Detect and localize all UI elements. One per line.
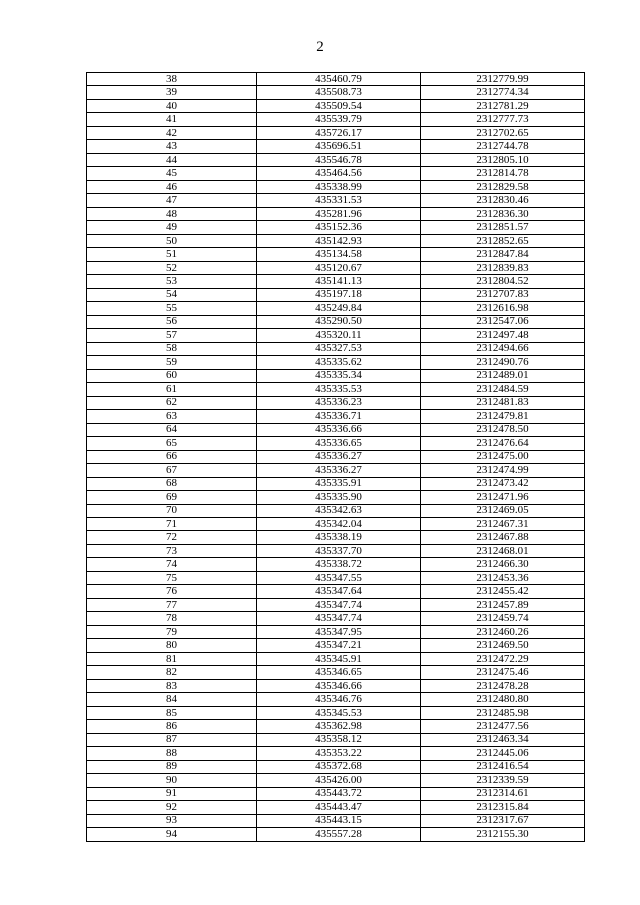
- y-coordinate-cell: 2312478.50: [421, 423, 585, 436]
- table-row: [87, 801, 585, 814]
- x-coordinate-cell: 435426.00: [257, 774, 421, 787]
- point-number-cell: 69: [87, 491, 257, 504]
- page-number: 2: [316, 39, 324, 55]
- point-number-cell: 87: [87, 733, 257, 746]
- x-coordinate-cell: 435443.47: [257, 801, 421, 814]
- y-coordinate-cell: 2312616.98: [421, 302, 585, 315]
- table-row: [87, 517, 585, 530]
- y-coordinate-cell: 2312475.46: [421, 666, 585, 679]
- x-coordinate-cell: 435362.98: [257, 720, 421, 733]
- point-number-cell: 78: [87, 612, 257, 625]
- point-number-cell: 52: [87, 261, 257, 274]
- y-coordinate-cell: 2312455.42: [421, 585, 585, 598]
- point-number-cell: 67: [87, 464, 257, 477]
- point-number-cell: 49: [87, 221, 257, 234]
- point-number-cell: 47: [87, 194, 257, 207]
- x-coordinate-cell: 435120.67: [257, 261, 421, 274]
- table-row: [87, 774, 585, 787]
- point-number-cell: 43: [87, 140, 257, 153]
- y-coordinate-cell: 2312847.84: [421, 248, 585, 261]
- x-coordinate-cell: 435338.72: [257, 558, 421, 571]
- coordinates-table-body: [87, 73, 585, 842]
- point-number-cell: 45: [87, 167, 257, 180]
- x-coordinate-cell: 435152.36: [257, 221, 421, 234]
- table-row: [87, 288, 585, 301]
- y-coordinate-cell: 2312155.30: [421, 828, 585, 841]
- table-row: [87, 437, 585, 450]
- y-coordinate-cell: 2312445.06: [421, 747, 585, 760]
- x-coordinate-cell: 435338.19: [257, 531, 421, 544]
- y-coordinate-cell: 2312315.84: [421, 801, 585, 814]
- point-number-cell: 60: [87, 369, 257, 382]
- x-coordinate-cell: 435358.12: [257, 733, 421, 746]
- point-number-cell: 73: [87, 544, 257, 557]
- y-coordinate-cell: 2312497.48: [421, 329, 585, 342]
- y-coordinate-cell: 2312851.57: [421, 221, 585, 234]
- x-coordinate-cell: 435347.74: [257, 598, 421, 611]
- y-coordinate-cell: 2312839.83: [421, 261, 585, 274]
- table-row: [87, 410, 585, 423]
- y-coordinate-cell: 2312471.96: [421, 491, 585, 504]
- point-number-cell: 81: [87, 652, 257, 665]
- point-number-cell: 48: [87, 207, 257, 220]
- point-number-cell: 92: [87, 801, 257, 814]
- table-row: [87, 625, 585, 638]
- y-coordinate-cell: 2312480.80: [421, 693, 585, 706]
- table-row: [87, 180, 585, 193]
- x-coordinate-cell: 435353.22: [257, 747, 421, 760]
- table-row: [87, 639, 585, 652]
- y-coordinate-cell: 2312467.88: [421, 531, 585, 544]
- table-row: [87, 423, 585, 436]
- table-row: [87, 73, 585, 86]
- x-coordinate-cell: 435342.04: [257, 517, 421, 530]
- y-coordinate-cell: 2312317.67: [421, 814, 585, 827]
- y-coordinate-cell: 2312781.29: [421, 99, 585, 112]
- x-coordinate-cell: 435335.91: [257, 477, 421, 490]
- table-row: [87, 571, 585, 584]
- x-coordinate-cell: 435336.71: [257, 410, 421, 423]
- x-coordinate-cell: 435557.28: [257, 828, 421, 841]
- table-row: [87, 234, 585, 247]
- point-number-cell: 83: [87, 679, 257, 692]
- table-row: [87, 679, 585, 692]
- x-coordinate-cell: 435320.11: [257, 329, 421, 342]
- table-row: [87, 585, 585, 598]
- x-coordinate-cell: 435347.55: [257, 571, 421, 584]
- point-number-cell: 39: [87, 86, 257, 99]
- point-number-cell: 56: [87, 315, 257, 328]
- point-number-cell: 80: [87, 639, 257, 652]
- x-coordinate-cell: 435337.70: [257, 544, 421, 557]
- table-row: [87, 369, 585, 382]
- y-coordinate-cell: 2312777.73: [421, 113, 585, 126]
- x-coordinate-cell: 435327.53: [257, 342, 421, 355]
- table-row: [87, 167, 585, 180]
- point-number-cell: 41: [87, 113, 257, 126]
- x-coordinate-cell: 435347.21: [257, 639, 421, 652]
- x-coordinate-cell: 435336.27: [257, 464, 421, 477]
- point-number-cell: 63: [87, 410, 257, 423]
- y-coordinate-cell: 2312779.99: [421, 73, 585, 86]
- y-coordinate-cell: 2312477.56: [421, 720, 585, 733]
- point-number-cell: 38: [87, 73, 257, 86]
- x-coordinate-cell: 435539.79: [257, 113, 421, 126]
- table-row: [87, 814, 585, 827]
- x-coordinate-cell: 435336.65: [257, 437, 421, 450]
- x-coordinate-cell: 435464.56: [257, 167, 421, 180]
- x-coordinate-cell: 435331.53: [257, 194, 421, 207]
- y-coordinate-cell: 2312339.59: [421, 774, 585, 787]
- table-row: [87, 99, 585, 112]
- x-coordinate-cell: 435342.63: [257, 504, 421, 517]
- table-row: [87, 720, 585, 733]
- point-number-cell: 75: [87, 571, 257, 584]
- point-number-cell: 91: [87, 787, 257, 800]
- x-coordinate-cell: 435197.18: [257, 288, 421, 301]
- y-coordinate-cell: 2312474.99: [421, 464, 585, 477]
- y-coordinate-cell: 2312774.34: [421, 86, 585, 99]
- x-coordinate-cell: 435336.66: [257, 423, 421, 436]
- coordinates-table: [86, 72, 585, 842]
- y-coordinate-cell: 2312469.05: [421, 504, 585, 517]
- y-coordinate-cell: 2312314.61: [421, 787, 585, 800]
- y-coordinate-cell: 2312460.26: [421, 625, 585, 638]
- table-row: [87, 383, 585, 396]
- x-coordinate-cell: 435509.54: [257, 99, 421, 112]
- point-number-cell: 72: [87, 531, 257, 544]
- point-number-cell: 57: [87, 329, 257, 342]
- x-coordinate-cell: 435281.96: [257, 207, 421, 220]
- x-coordinate-cell: 435345.91: [257, 652, 421, 665]
- point-number-cell: 76: [87, 585, 257, 598]
- table-row: [87, 652, 585, 665]
- point-number-cell: 70: [87, 504, 257, 517]
- x-coordinate-cell: 435347.64: [257, 585, 421, 598]
- y-coordinate-cell: 2312489.01: [421, 369, 585, 382]
- table-row: [87, 666, 585, 679]
- x-coordinate-cell: 435372.68: [257, 760, 421, 773]
- table-row: [87, 153, 585, 166]
- point-number-cell: 62: [87, 396, 257, 409]
- y-coordinate-cell: 2312805.10: [421, 153, 585, 166]
- point-number-cell: 89: [87, 760, 257, 773]
- x-coordinate-cell: 435336.23: [257, 396, 421, 409]
- table-row: [87, 126, 585, 139]
- point-number-cell: 79: [87, 625, 257, 638]
- table-row: [87, 464, 585, 477]
- point-number-cell: 84: [87, 693, 257, 706]
- x-coordinate-cell: 435346.66: [257, 679, 421, 692]
- y-coordinate-cell: 2312484.59: [421, 383, 585, 396]
- x-coordinate-cell: 435347.74: [257, 612, 421, 625]
- y-coordinate-cell: 2312469.50: [421, 639, 585, 652]
- y-coordinate-cell: 2312490.76: [421, 356, 585, 369]
- y-coordinate-cell: 2312472.29: [421, 652, 585, 665]
- y-coordinate-cell: 2312468.01: [421, 544, 585, 557]
- table-row: [87, 275, 585, 288]
- table-row: [87, 302, 585, 315]
- x-coordinate-cell: 435335.34: [257, 369, 421, 382]
- point-number-cell: 94: [87, 828, 257, 841]
- point-number-cell: 53: [87, 275, 257, 288]
- table-row: [87, 356, 585, 369]
- table-row: [87, 261, 585, 274]
- y-coordinate-cell: 2312478.28: [421, 679, 585, 692]
- y-coordinate-cell: 2312836.30: [421, 207, 585, 220]
- table-row: [87, 828, 585, 841]
- x-coordinate-cell: 435460.79: [257, 73, 421, 86]
- x-coordinate-cell: 435142.93: [257, 234, 421, 247]
- table-row: [87, 747, 585, 760]
- y-coordinate-cell: 2312467.31: [421, 517, 585, 530]
- point-number-cell: 90: [87, 774, 257, 787]
- y-coordinate-cell: 2312453.36: [421, 571, 585, 584]
- y-coordinate-cell: 2312702.65: [421, 126, 585, 139]
- x-coordinate-cell: 435546.78: [257, 153, 421, 166]
- y-coordinate-cell: 2312473.42: [421, 477, 585, 490]
- y-coordinate-cell: 2312466.30: [421, 558, 585, 571]
- table-row: [87, 706, 585, 719]
- table-row: [87, 140, 585, 153]
- table-row: [87, 113, 585, 126]
- table-row: [87, 504, 585, 517]
- point-number-cell: 71: [87, 517, 257, 530]
- y-coordinate-cell: 2312475.00: [421, 450, 585, 463]
- x-coordinate-cell: 435335.53: [257, 383, 421, 396]
- point-number-cell: 46: [87, 180, 257, 193]
- y-coordinate-cell: 2312459.74: [421, 612, 585, 625]
- point-number-cell: 65: [87, 437, 257, 450]
- point-number-cell: 86: [87, 720, 257, 733]
- x-coordinate-cell: 435443.72: [257, 787, 421, 800]
- x-coordinate-cell: 435345.53: [257, 706, 421, 719]
- table-row: [87, 194, 585, 207]
- point-number-cell: 58: [87, 342, 257, 355]
- y-coordinate-cell: 2312457.89: [421, 598, 585, 611]
- point-number-cell: 42: [87, 126, 257, 139]
- y-coordinate-cell: 2312707.83: [421, 288, 585, 301]
- y-coordinate-cell: 2312852.65: [421, 234, 585, 247]
- table-row: [87, 612, 585, 625]
- point-number-cell: 85: [87, 706, 257, 719]
- table-row: [87, 558, 585, 571]
- x-coordinate-cell: 435336.27: [257, 450, 421, 463]
- x-coordinate-cell: 435338.99: [257, 180, 421, 193]
- point-number-cell: 50: [87, 234, 257, 247]
- table-row: [87, 477, 585, 490]
- point-number-cell: 82: [87, 666, 257, 679]
- point-number-cell: 44: [87, 153, 257, 166]
- table-row: [87, 693, 585, 706]
- point-number-cell: 68: [87, 477, 257, 490]
- x-coordinate-cell: 435726.17: [257, 126, 421, 139]
- table-row: [87, 760, 585, 773]
- point-number-cell: 61: [87, 383, 257, 396]
- table-row: [87, 531, 585, 544]
- x-coordinate-cell: 435347.95: [257, 625, 421, 638]
- y-coordinate-cell: 2312494.66: [421, 342, 585, 355]
- y-coordinate-cell: 2312744.78: [421, 140, 585, 153]
- y-coordinate-cell: 2312416.54: [421, 760, 585, 773]
- x-coordinate-cell: 435346.65: [257, 666, 421, 679]
- point-number-cell: 64: [87, 423, 257, 436]
- point-number-cell: 51: [87, 248, 257, 261]
- x-coordinate-cell: 435335.62: [257, 356, 421, 369]
- table-row: [87, 329, 585, 342]
- point-number-cell: 54: [87, 288, 257, 301]
- y-coordinate-cell: 2312485.98: [421, 706, 585, 719]
- x-coordinate-cell: 435443.15: [257, 814, 421, 827]
- x-coordinate-cell: 435249.84: [257, 302, 421, 315]
- table-row: [87, 207, 585, 220]
- table-row: [87, 248, 585, 261]
- x-coordinate-cell: 435696.51: [257, 140, 421, 153]
- y-coordinate-cell: 2312829.58: [421, 180, 585, 193]
- y-coordinate-cell: 2312476.64: [421, 437, 585, 450]
- point-number-cell: 55: [87, 302, 257, 315]
- y-coordinate-cell: 2312479.81: [421, 410, 585, 423]
- point-number-cell: 66: [87, 450, 257, 463]
- y-coordinate-cell: 2312814.78: [421, 167, 585, 180]
- x-coordinate-cell: 435335.90: [257, 491, 421, 504]
- point-number-cell: 93: [87, 814, 257, 827]
- point-number-cell: 74: [87, 558, 257, 571]
- x-coordinate-cell: 435346.76: [257, 693, 421, 706]
- table-row: [87, 221, 585, 234]
- table-row: [87, 544, 585, 557]
- x-coordinate-cell: 435508.73: [257, 86, 421, 99]
- point-number-cell: 77: [87, 598, 257, 611]
- table-row: [87, 491, 585, 504]
- table-row: [87, 598, 585, 611]
- point-number-cell: 59: [87, 356, 257, 369]
- table-row: [87, 315, 585, 328]
- x-coordinate-cell: 435290.50: [257, 315, 421, 328]
- y-coordinate-cell: 2312463.34: [421, 733, 585, 746]
- y-coordinate-cell: 2312830.46: [421, 194, 585, 207]
- y-coordinate-cell: 2312547.06: [421, 315, 585, 328]
- point-number-cell: 88: [87, 747, 257, 760]
- table-row: [87, 733, 585, 746]
- table-row: [87, 787, 585, 800]
- table-row: [87, 86, 585, 99]
- y-coordinate-cell: 2312481.83: [421, 396, 585, 409]
- x-coordinate-cell: 435141.13: [257, 275, 421, 288]
- table-row: [87, 342, 585, 355]
- table-row: [87, 450, 585, 463]
- y-coordinate-cell: 2312804.52: [421, 275, 585, 288]
- table-row: [87, 396, 585, 409]
- point-number-cell: 40: [87, 99, 257, 112]
- x-coordinate-cell: 435134.58: [257, 248, 421, 261]
